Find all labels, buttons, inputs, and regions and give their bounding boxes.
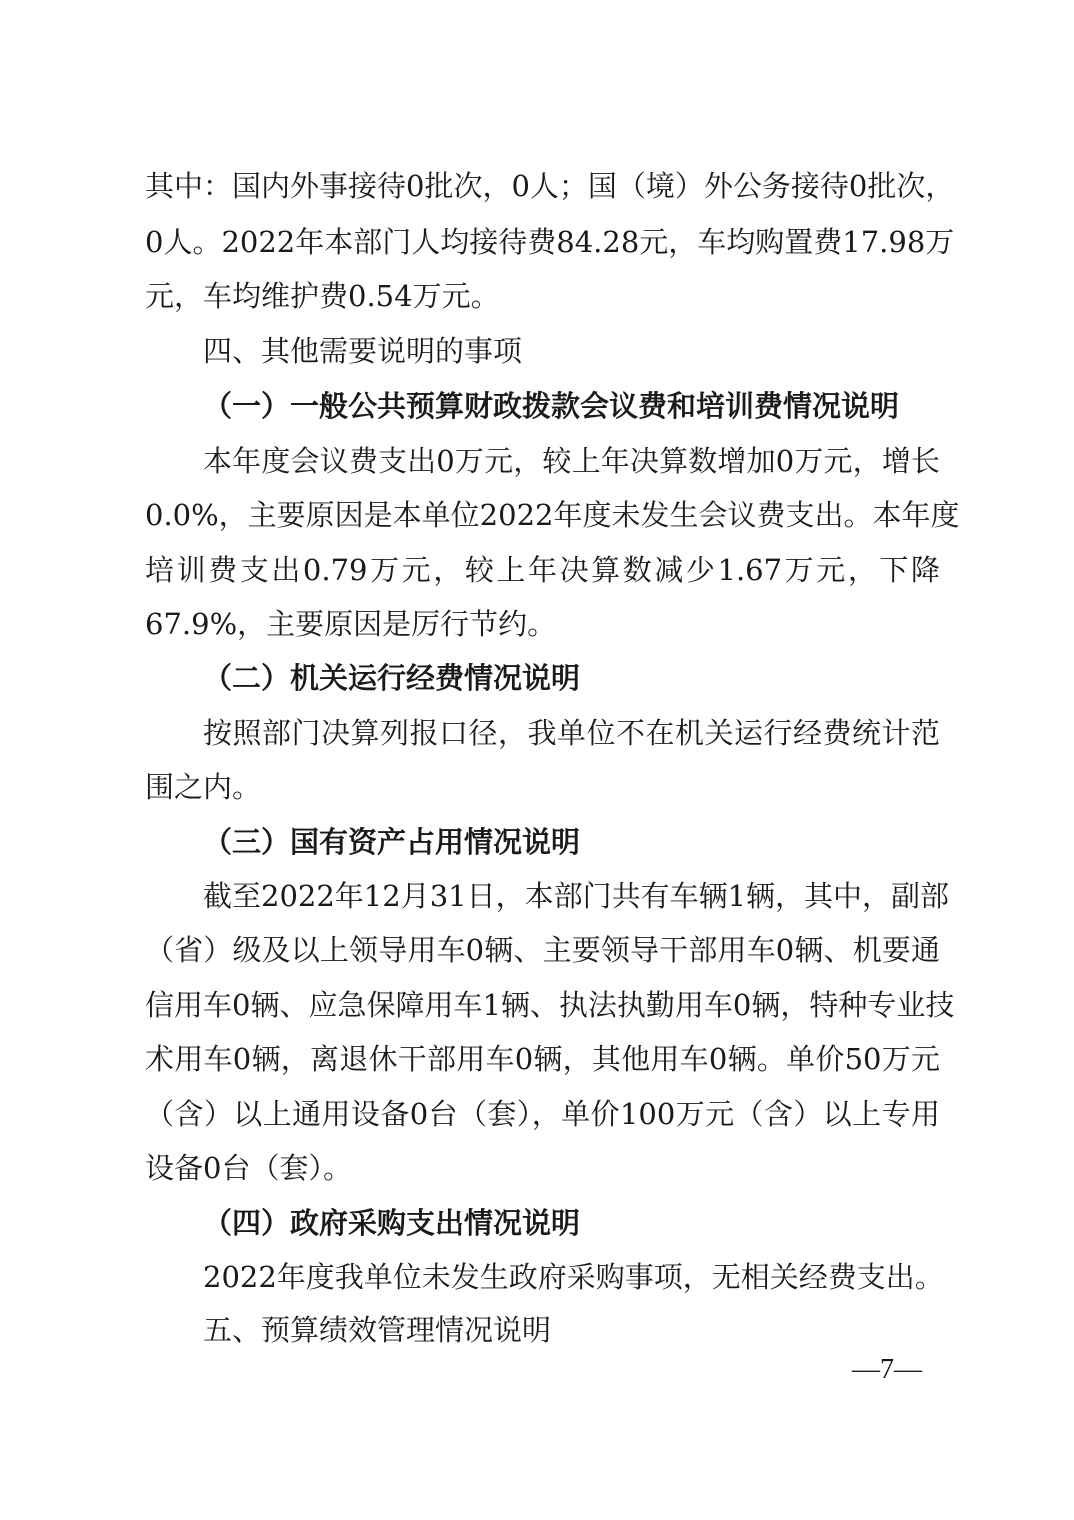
subsection-heading-4-1: （一）一般公共预算财政拨款会议费和培训费情况说明 <box>203 389 900 423</box>
section-heading-4: 四、其他需要说明的事项 <box>203 334 523 368</box>
body-line-2: 0人。2022年本部门人均接待费84.28元，车均购置费17.98万 <box>145 225 955 259</box>
body-line-18: （含）以上通用设备0台（套），单价100万元（含）以上专用 <box>145 1097 940 1131</box>
body-line-17: 术用车0辆，离退休干部用车0辆，其他用车0辆。单价50万元 <box>145 1042 940 1076</box>
body-line-12: 围之内。 <box>145 770 262 804</box>
body-line-15: （省）级及以上领导用车0辆、主要领导干部用车0辆、机要通 <box>145 933 940 967</box>
body-line-3: 元，车均维护费0.54万元。 <box>145 279 500 313</box>
body-line-11: 按照部门决算列报口径，我单位不在机关运行经费统计范 <box>203 716 940 750</box>
body-line-14: 截至2022年12月31日，本部门共有车辆1辆，其中，副部 <box>203 879 950 913</box>
subsection-heading-4-4: （四）政府采购支出情况说明 <box>203 1206 581 1240</box>
body-line-1: 其中：国内外事接待0批次，0人；国（境）外公务接待0批次， <box>145 169 955 203</box>
body-line-9: 67.9%，主要原因是厉行节约。 <box>145 607 557 641</box>
body-line-16: 信用车0辆、应急保障用车1辆、执法执勤用车0辆，特种专业技 <box>145 988 955 1022</box>
page-number: —7— <box>852 1354 922 1385</box>
body-line-19: 设备0台（套）。 <box>145 1151 352 1185</box>
body-line-6: 本年度会议费支出0万元，较上年决算数增加0万元，增长 <box>203 444 940 478</box>
body-line-7: 0.0%，主要原因是本单位2022年度未发生会议费支出。本年度 <box>145 498 960 532</box>
subsection-heading-4-2: （二）机关运行经费情况说明 <box>203 661 581 695</box>
section-heading-5: 五、预算绩效管理情况说明 <box>203 1313 552 1347</box>
body-line-8: 培训费支出0.79万元，较上年决算数减少1.67万元，下降 <box>145 553 940 587</box>
subsection-heading-4-3: （三）国有资产占用情况说明 <box>203 825 581 859</box>
body-line-21: 2022年度我单位未发生政府采购事项，无相关经费支出。 <box>203 1260 944 1294</box>
